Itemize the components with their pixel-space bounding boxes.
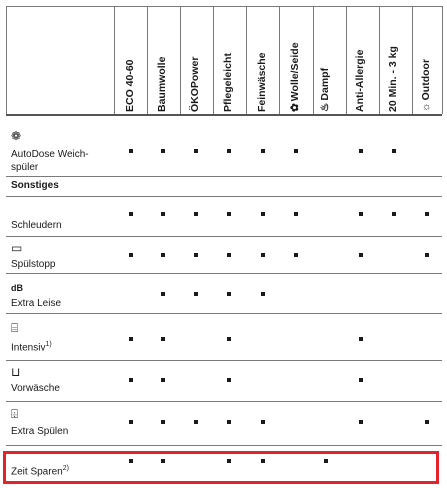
availability-mark — [161, 212, 165, 216]
availability-mark — [359, 420, 363, 424]
row-label — [11, 338, 52, 354]
row-label-text: Schleudern — [11, 220, 62, 231]
row-label — [11, 425, 68, 438]
header-column-divider — [114, 6, 115, 114]
availability-mark — [161, 378, 165, 382]
availability-mark — [129, 212, 133, 216]
column-header-text: Wolle/Seide — [289, 42, 301, 102]
availability-mark — [227, 292, 231, 296]
availability-mark — [359, 253, 363, 257]
availability-mark — [425, 420, 429, 424]
column-header — [153, 10, 173, 120]
extra-silent-icon: dB — [11, 283, 23, 293]
availability-mark — [194, 149, 198, 153]
availability-mark — [392, 149, 396, 153]
column-header — [286, 10, 306, 120]
availability-mark — [129, 420, 133, 424]
row-label-text: Extra Leise — [11, 298, 62, 309]
availability-mark — [392, 212, 396, 216]
availability-mark — [261, 420, 265, 424]
availability-mark — [227, 420, 231, 424]
column-header — [384, 10, 404, 120]
section-heading: Sonstiges — [11, 180, 59, 191]
wool-icon: ✿ — [289, 103, 301, 112]
header-column-divider — [246, 6, 247, 114]
row-label — [11, 297, 61, 310]
steam-icon: ♨ — [319, 102, 331, 112]
column-header-label — [189, 57, 201, 112]
column-header-label — [222, 53, 234, 112]
column-header-label — [124, 59, 136, 112]
row-label-text: Intensiv — [11, 342, 46, 354]
column-header-text: Pflegeleicht — [222, 53, 234, 112]
row-divider — [6, 236, 442, 237]
row-label — [11, 148, 89, 161]
header-top-border — [6, 6, 442, 7]
row-divider — [6, 196, 442, 197]
availability-mark — [227, 253, 231, 257]
autodose-icon: ❁ — [11, 129, 22, 143]
extra-rinse-icon: ⌹ — [11, 407, 19, 421]
column-header-label — [319, 68, 331, 112]
availability-mark — [194, 420, 198, 424]
header-column-divider — [313, 6, 314, 114]
column-header-text: Outdoor — [420, 58, 432, 101]
availability-mark — [194, 212, 198, 216]
header-column-divider — [180, 6, 181, 114]
row-label-text: AutoDose Weich- — [11, 149, 89, 160]
availability-mark — [194, 292, 198, 296]
availability-mark — [227, 149, 231, 153]
row-label-text: Extra Spülen — [11, 426, 69, 437]
row-divider — [6, 273, 442, 274]
availability-mark — [161, 149, 165, 153]
row-divider — [6, 176, 442, 177]
availability-mark — [261, 212, 265, 216]
availability-mark — [194, 253, 198, 257]
outdoor-icon: ☼ — [420, 102, 432, 112]
header-column-divider — [346, 6, 347, 114]
row-label-text: Spülstopp — [11, 259, 56, 270]
availability-mark — [161, 337, 165, 341]
column-header-text: Anti-Allergie — [354, 49, 366, 112]
header-column-divider — [147, 6, 148, 114]
row-divider — [6, 313, 442, 314]
column-header-label — [256, 52, 268, 112]
availability-mark — [227, 212, 231, 216]
availability-mark — [294, 253, 298, 257]
prewash-icon: ⊔ — [11, 365, 21, 379]
highlight-box — [3, 451, 439, 484]
row-label-text: Zeit Sparen — [11, 466, 63, 478]
column-header-label — [354, 50, 366, 112]
column-header-text: Dampf — [319, 67, 331, 101]
header-column-divider — [279, 6, 280, 114]
row-divider — [6, 401, 442, 402]
availability-mark — [161, 253, 165, 257]
column-header — [316, 10, 336, 120]
column-header — [417, 10, 437, 120]
column-header — [219, 10, 239, 120]
column-header-text: ECO 40-60 — [124, 59, 136, 112]
column-header-text: Feinwäsche — [256, 52, 268, 112]
column-header-label — [289, 42, 301, 112]
availability-mark — [425, 212, 429, 216]
column-header-text: Baumwolle — [156, 56, 168, 112]
intensive-icon: ⌸ — [11, 321, 19, 335]
header-bottom-border — [6, 114, 442, 116]
column-header — [186, 10, 206, 120]
row-label — [11, 219, 62, 232]
column-header — [121, 10, 141, 120]
availability-mark — [161, 292, 165, 296]
footnote-mark: 2) — [62, 465, 69, 472]
rinse-hold-icon: ▭ — [11, 241, 23, 255]
header-column-divider — [442, 6, 443, 114]
footnote-mark: 1) — [45, 341, 52, 348]
row-label-continuation: spüler — [11, 162, 39, 173]
availability-mark — [227, 337, 231, 341]
header-column-divider — [412, 6, 413, 114]
column-header-text: ÖKOPower — [189, 56, 201, 112]
row-divider — [6, 360, 442, 361]
column-header — [253, 10, 273, 120]
availability-mark — [359, 337, 363, 341]
availability-mark — [359, 149, 363, 153]
row-label-text: Vorwäsche — [11, 383, 60, 394]
row-label — [11, 258, 55, 271]
column-header-label — [156, 57, 168, 112]
availability-mark — [359, 378, 363, 382]
availability-mark — [359, 212, 363, 216]
availability-mark — [129, 337, 133, 341]
header-column-divider — [379, 6, 380, 114]
availability-mark — [294, 149, 298, 153]
header-left-border — [6, 6, 7, 114]
column-header-text: 20 Min. - 3 kg — [387, 46, 399, 112]
availability-mark — [129, 149, 133, 153]
availability-mark — [261, 253, 265, 257]
row-label — [11, 382, 60, 395]
column-header-label — [387, 46, 399, 112]
column-header-label — [420, 59, 432, 112]
column-header — [351, 10, 371, 120]
availability-mark — [294, 212, 298, 216]
availability-mark — [261, 149, 265, 153]
row-divider — [6, 445, 442, 446]
availability-mark — [261, 292, 265, 296]
availability-mark — [129, 378, 133, 382]
availability-mark — [161, 420, 165, 424]
availability-mark — [227, 378, 231, 382]
header-column-divider — [213, 6, 214, 114]
availability-mark — [129, 253, 133, 257]
availability-mark — [425, 253, 429, 257]
